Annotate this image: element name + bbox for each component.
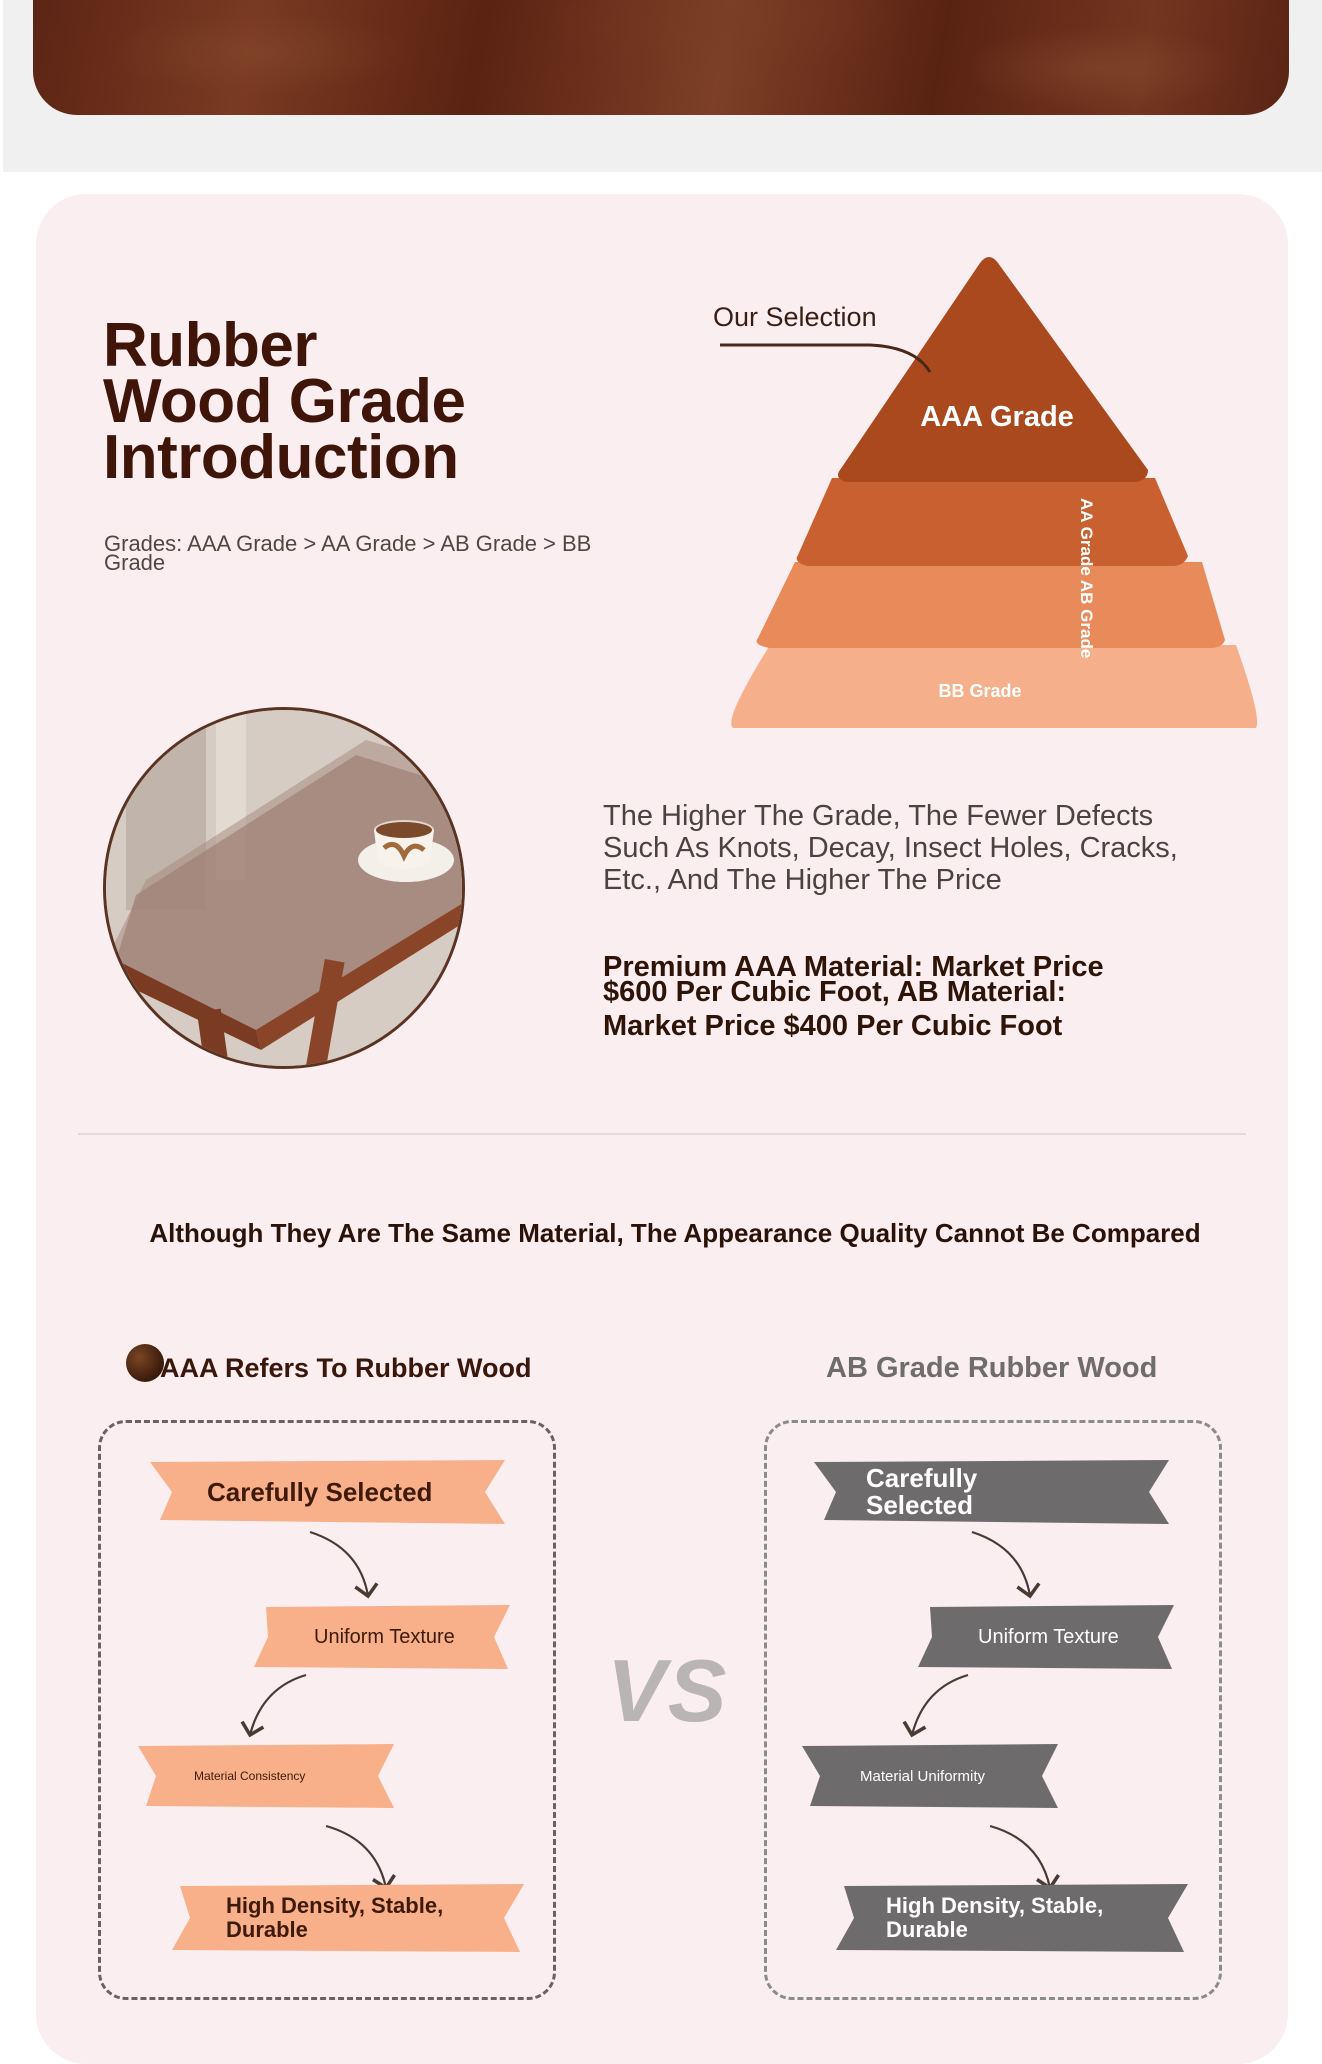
aaa-step-1-label: Carefully Selected	[207, 1476, 433, 1507]
vs-label: VS	[607, 1641, 729, 1740]
aaa-step-4-label: High Density, Stable, Durable	[226, 1893, 444, 1942]
aaa-step-4	[172, 1884, 524, 1952]
comparison-heading: Although They Are The Same Material, The Appearance Quality Cannot Be Compared	[149, 1218, 1201, 1248]
ab-step-2-label: Uniform Texture	[978, 1625, 1119, 1648]
ab-step-4	[836, 1884, 1188, 1952]
grade-description: The Higher The Grade, The Fewer Defects Such As Knots, Decay, Insect Holes, Cracks, Etc., And The Higher The Price	[603, 800, 1178, 896]
pyramid-tier-ab	[757, 562, 1226, 648]
grades-order-text: Grades: AAA Grade > AA Grade > AB Grade > BB Grade	[104, 531, 592, 575]
pyramid-label-bb: BB Grade	[938, 681, 1022, 701]
ab-step-3-label: Material Uniformity	[860, 1767, 986, 1785]
bullet-dot-icon	[126, 1344, 164, 1382]
ab-step-4-label: High Density, Stable, Durable	[886, 1893, 1104, 1942]
wood-texture-banner	[33, 0, 1289, 115]
price-line-1: Premium AAA Material: Market Price	[603, 951, 1104, 983]
page-title	[103, 311, 466, 492]
aaa-step-1	[150, 1460, 505, 1524]
aaa-step-2	[254, 1605, 510, 1669]
our-selection-label: Our Selection	[713, 302, 877, 332]
selection-pointer-line	[720, 345, 930, 372]
aaa-column-heading: AAA Refers To Rubber Wood	[160, 1353, 532, 1383]
title-line-3: Introduction	[103, 423, 459, 492]
pyramid-tier-aaa	[838, 257, 1148, 482]
ab-step-2	[918, 1605, 1174, 1669]
pyramid-label-aaa: AAA Grade	[920, 401, 1074, 433]
ab-step-3	[802, 1744, 1058, 1808]
pyramid-label-aa-ab: AA Grade AB Grade	[1077, 498, 1096, 659]
ab-step-1	[814, 1460, 1169, 1524]
price-note	[603, 951, 1163, 1042]
ab-column-heading: AB Grade Rubber Wood	[826, 1352, 1158, 1384]
title-line-2: Wood Grade	[103, 367, 466, 436]
title-line-1: Rubber	[103, 311, 317, 380]
section-divider	[78, 1133, 1246, 1135]
table-photo	[103, 707, 465, 1069]
aaa-step-3-label: Material Consistency	[194, 1769, 306, 1783]
aaa-step-2-label: Uniform Texture	[314, 1625, 455, 1648]
ab-step-1-label: Carefully Selected	[866, 1463, 978, 1520]
price-line-2: $600 Per Cubic Foot, AB Material:	[603, 976, 1067, 1008]
aaa-step-3	[138, 1744, 394, 1808]
pyramid-tier-aa	[797, 478, 1188, 566]
price-line-3: Market Price $400 Per Cubic Foot	[603, 1010, 1063, 1042]
